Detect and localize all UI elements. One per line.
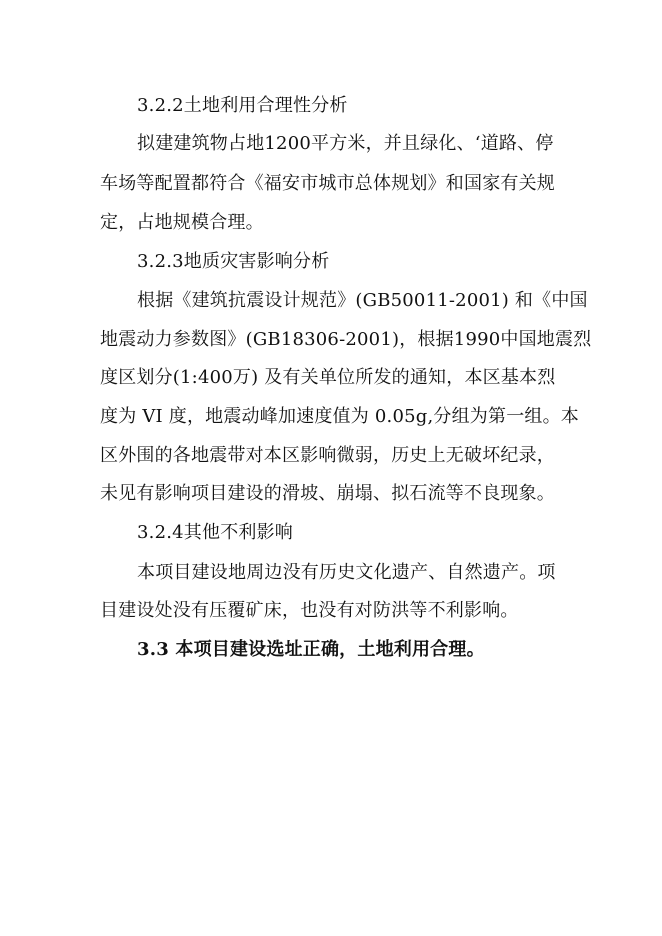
paragraph-line: 车场等配置都符合《福安市城市总体规划》和国家有关规: [100, 173, 555, 194]
paragraph-line: 度区划分(1:400万) 及有关单位所发的通知，本区基本烈: [100, 367, 556, 388]
paragraph-line: 地震动力参数图》(GB18306-2001)，根据1990中国地震烈: [100, 329, 592, 350]
paragraph-line: 本项目建设地周边没有历史文化遗产、自然遗产。项: [137, 562, 556, 583]
paragraph-line: 未见有影响项目建设的滑坡、崩塌、拟石流等不良现象。: [100, 483, 555, 504]
paragraph-line: 目建设处没有压覆矿床，也没有对防洪等不利影响。: [100, 600, 519, 621]
paragraph-line: 拟建建筑物占地1200平方米，并且绿化、‘道路、停: [137, 133, 554, 154]
paragraph-line: 定，占地规模合理。: [100, 212, 264, 233]
paragraph-line: 区外围的各地震带对本区影响微弱，历史上无破坏纪录，: [100, 445, 555, 466]
paragraph-line: 度为 VI 度，地震动峰加速度值为 0.05g,分组为第一组。本: [100, 406, 579, 427]
section-3-2-3-heading: 3.2.3地质灾害影响分析: [137, 251, 330, 272]
section-3-3-conclusion: 3.3 本项目建设选址正确，土地利用合理。: [137, 639, 485, 660]
paragraph-line: 根据《建筑抗震设计规范》(GB50011-2001) 和《中国: [137, 290, 588, 311]
section-3-2-2-heading: 3.2.2土地利用合理性分析: [137, 95, 348, 116]
section-3-2-4-heading: 3.2.4其他不利影响: [137, 522, 293, 543]
